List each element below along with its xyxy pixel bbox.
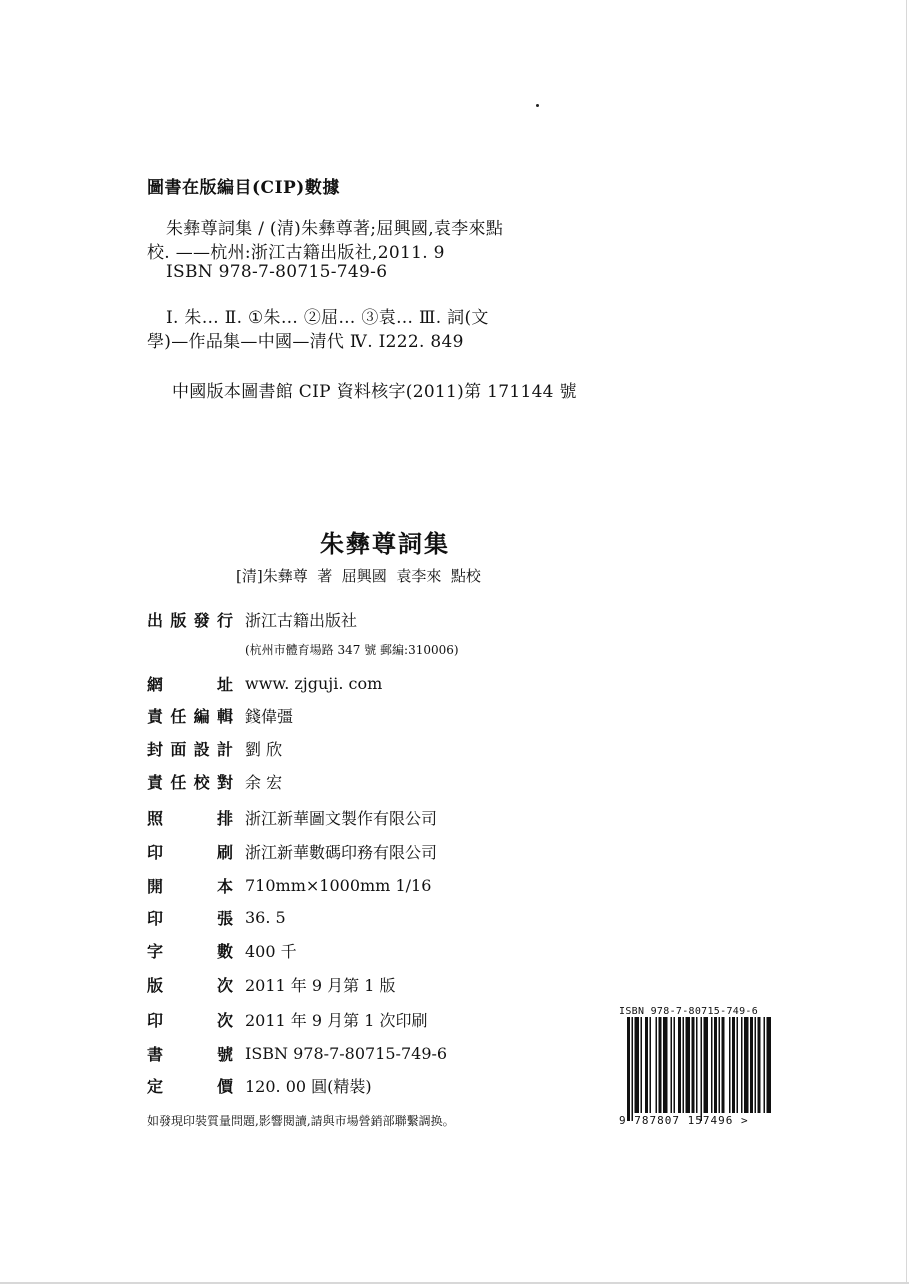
imprint-value: www. zjguji. com xyxy=(245,673,383,693)
barcode-bar xyxy=(741,1017,743,1113)
imprint-label: 書 號 xyxy=(147,1044,233,1064)
barcode-bar xyxy=(678,1017,681,1113)
imprint-value: 浙江新華數碼印務有限公司 xyxy=(245,842,438,862)
imprint-label: 開 本 xyxy=(147,876,233,896)
imprint-label: 責任編輯 xyxy=(147,706,233,726)
imprint-label: 照 排 xyxy=(147,808,233,828)
imprint-value: 120. 00 圓(精裝) xyxy=(245,1076,372,1096)
imprint-value: 400 千 xyxy=(245,941,297,961)
barcode-bar xyxy=(704,1017,709,1113)
imprint-value: 2011 年 9 月第 1 版 xyxy=(245,975,396,995)
barcode-bar xyxy=(732,1017,735,1113)
barcode-bar xyxy=(645,1017,648,1113)
barcode-bar xyxy=(692,1017,695,1113)
imprint-row-impression xyxy=(147,1006,428,1032)
barcode-bar xyxy=(722,1017,725,1113)
cip-line-classification-2: 學)—作品集—中國—清代 Ⅳ. I222. 849 xyxy=(147,332,464,352)
barcode-bar xyxy=(758,1017,761,1113)
barcode-bar xyxy=(729,1017,731,1113)
barcode-bar xyxy=(674,1017,676,1113)
barcode-bar xyxy=(632,1017,634,1121)
barcode-bar xyxy=(627,1017,630,1121)
imprint-row-edition xyxy=(147,971,396,997)
imprint-value: 36. 5 xyxy=(245,907,286,927)
quality-notice: 如發現印裝質量問題,影響閱讀,請與市場營銷部聯繫調换。 xyxy=(147,1114,455,1128)
imprint-row-sheets xyxy=(147,904,286,930)
barcode-bar xyxy=(744,1017,749,1113)
imprint-row-editor xyxy=(147,702,293,728)
imprint-label: 網 址 xyxy=(147,674,233,694)
barcode-bar xyxy=(663,1017,668,1113)
barcode-bar xyxy=(711,1017,713,1113)
imprint-row-price xyxy=(147,1072,372,1098)
barcode-bar xyxy=(750,1017,753,1113)
barcode-bar xyxy=(696,1017,698,1113)
imprint-row-website xyxy=(147,670,382,696)
barcode-bar xyxy=(714,1017,717,1113)
imprint-label: 出版發行 xyxy=(147,610,233,630)
imprint-value: 錢偉彊 xyxy=(245,706,294,726)
publisher-address: (杭州市體育場路 347 號 郵編:310006) xyxy=(245,643,459,657)
barcode-bar xyxy=(635,1017,640,1113)
cip-line-classification-1: Ⅰ. 朱… Ⅱ. ①朱… ②屈… ③袁… Ⅲ. 詞(文 xyxy=(166,308,489,328)
isbn-barcode-icon xyxy=(619,1017,779,1129)
imprint-value: 浙江古籍出版社 xyxy=(245,610,358,630)
imprint-value: 劉 欣 xyxy=(245,739,283,759)
barcode-bar xyxy=(764,1017,766,1113)
imprint-row-printing xyxy=(147,838,437,864)
barcode-bar xyxy=(659,1017,662,1113)
imprint-row-cover-design xyxy=(147,735,282,761)
barcode-bar xyxy=(719,1017,721,1113)
barcode-bar xyxy=(650,1017,652,1113)
imprint-row-publisher xyxy=(147,606,357,632)
barcode-bar xyxy=(683,1017,685,1113)
barcode-bar xyxy=(686,1017,691,1113)
barcode-bar xyxy=(767,1017,772,1113)
imprint-row-typesetting xyxy=(147,804,437,830)
imprint-value: 余 宏 xyxy=(245,772,283,792)
imprint-label: 印 刷 xyxy=(147,842,233,862)
barcode-bar xyxy=(656,1017,658,1113)
imprint-label: 字 數 xyxy=(147,941,233,961)
page-edge-right xyxy=(906,0,907,1284)
barcode-bar xyxy=(641,1017,643,1113)
cip-record-number: 中國版本圖書館 CIP 資料核字(2011)第 171144 號 xyxy=(172,382,577,402)
imprint-value: ISBN 978-7-80715-749-6 xyxy=(245,1043,448,1063)
cip-heading: 圖書在版編目(CIP)數據 xyxy=(147,178,340,198)
barcode-bar xyxy=(701,1017,703,1121)
imprint-label: 封面設計 xyxy=(147,739,233,759)
barcode-bar xyxy=(755,1017,757,1113)
imprint-row-format xyxy=(147,872,431,898)
cip-line-1: 朱彝尊詞集 / (清)朱彝尊著;屈興國,袁李來點 xyxy=(166,219,504,239)
imprint-label: 印 張 xyxy=(147,908,233,928)
barcode-bar xyxy=(671,1017,673,1113)
cip-line-2: 校. ——杭州:浙江古籍出版社,2011. 9 xyxy=(147,243,445,263)
imprint-row-proofreader xyxy=(147,768,282,794)
book-authors: [清]朱彝尊 著 屈興國 袁李來 點校 xyxy=(236,567,481,585)
imprint-row-word-count xyxy=(147,937,297,963)
imprint-label: 印 次 xyxy=(147,1010,233,1030)
imprint-label: 定 價 xyxy=(147,1076,233,1096)
barcode-digits: 9 787807 157496 > xyxy=(619,1114,749,1127)
cip-line-isbn: ISBN 978-7-80715-749-6 xyxy=(166,262,388,282)
imprint-label: 責任校對 xyxy=(147,772,233,792)
imprint-value: 710mm×1000mm 1/16 xyxy=(245,875,432,895)
imprint-label: 版 次 xyxy=(147,975,233,995)
book-title: 朱彝尊詞集 xyxy=(320,529,450,558)
barcode-bar xyxy=(737,1017,739,1113)
imprint-value: 2011 年 9 月第 1 次印刷 xyxy=(245,1010,428,1030)
barcode-isbn-text: ISBN 978-7-80715-749-6 xyxy=(619,1006,759,1017)
print-speck xyxy=(536,104,539,107)
imprint-value: 浙江新華圖文製作有限公司 xyxy=(245,808,438,828)
imprint-row-isbn xyxy=(147,1040,447,1066)
